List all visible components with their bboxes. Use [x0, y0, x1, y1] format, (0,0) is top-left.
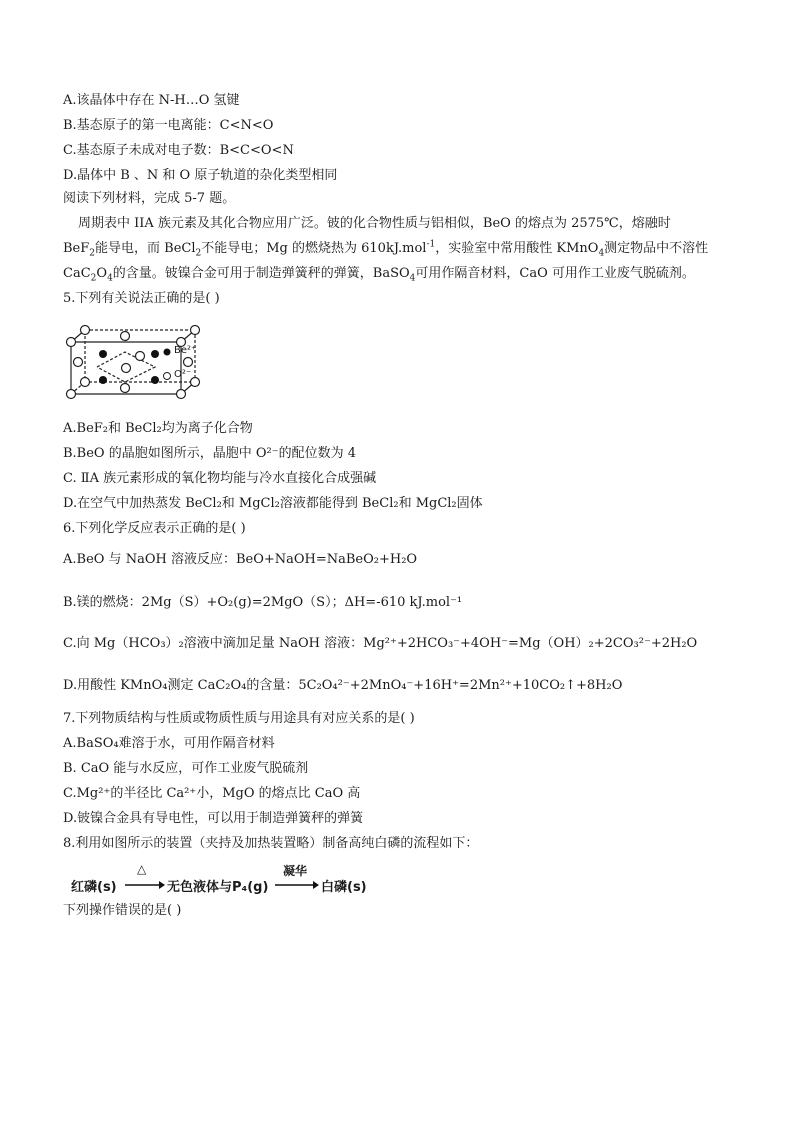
flow-middle: 无色液体与P₄(g): [167, 880, 269, 895]
q5-option-d: D.在空气中加热蒸发 BeCl₂和 MgCl₂溶液都能得到 BeCl₂和 MgCl₂固体: [63, 496, 483, 511]
passage-line-3: $CaC_2O_4$的含量。铍镍合金可用于制造弹簧秤的弹簧，BaSO$_4$可用作隔音材料，CaO 可用作工业废气脱硫剂。: [63, 266, 695, 284]
legend-be-label: Be²⁺: [174, 345, 197, 356]
passage-line-2: BeF$_2$能导电，而 BeCl$_2$不能导电；Mg 的燃烧热为 610kJ.mol$^{-1}$，实验室中常用酸性 KMnO$_4$测定物品中不溶性: [63, 239, 709, 259]
q5-option-a: A.BeF₂和 BeCl₂均为离子化合物: [63, 421, 253, 436]
q7-stem: 7.下列物质结构与性质或物质性质与用途具有对应关系的是( ): [63, 711, 415, 726]
q6-option-c: C.向 Mg（HCO₃）₂溶液中滴加足量 NaOH 溶液：Mg²⁺+2HCO₃⁻+4OH⁻=Mg（OH）₂+2CO₃²⁻+2H₂O: [63, 636, 698, 651]
q6-option-b: B.镁的燃烧：2Mg（S）+O₂(g)=2MgO（S）；ΔH=-610 kJ.mol⁻¹: [63, 595, 463, 610]
passage-line-1: 周期表中 IIA 族元素及其化合物应用广泛。铍的化合物性质与铝相似，BeO 的熔点为 2575℃，熔融时: [78, 216, 671, 231]
q7-option-b: B. CaO 能与水反应，可作工业废气脱硫剂: [63, 761, 309, 776]
beo-unit-cell-diagram: [63, 322, 213, 407]
q7-option-a: A.BaSO₄难溶于水，可用作隔音材料: [63, 736, 275, 751]
flow-condense-label: 凝华: [283, 864, 308, 878]
phosphorus-flow-diagram: [63, 862, 373, 898]
beo-unit-cell-figure: [63, 322, 213, 407]
flow-arrow-1: [125, 880, 165, 890]
passage-text: 不能导电；Mg 的燃烧热为 610kJ.mol: [201, 241, 427, 256]
passage-text: 的含量。铍镍合金可用于制造弹簧秤的弹簧，BaSO: [112, 266, 410, 281]
passage-text: 测定物品中不溶性: [604, 241, 709, 256]
q8-question: 下列操作错误的是( ): [63, 903, 182, 918]
passage-text: O: [96, 266, 108, 281]
q5-stem: 5.下列有关说法正确的是( ): [63, 291, 220, 306]
flow-arrow-2: [275, 880, 319, 890]
reading-intro: 阅读下列材料，完成 5-7 题。: [63, 191, 236, 206]
q4-option-c: C.基态原子未成对电子数：B<C<O<N: [63, 143, 294, 158]
q4-option-b: B.基态原子的第一电离能：C<N<O: [63, 118, 274, 133]
flow-end: 白磷(s): [321, 880, 367, 895]
q8-stem: 8.利用如图所示的装置（夹持及加热装置略）制备高纯白磷的流程如下：: [63, 836, 479, 851]
passage-text: CaC: [63, 266, 91, 281]
passage-text: BeF: [63, 241, 90, 256]
legend-o-label: O²⁻: [174, 369, 192, 380]
passage-text: 能导电，而 BeCl: [95, 241, 196, 256]
flow-heat-symbol: △: [137, 862, 147, 876]
passage-text: 可用作隔音材料，CaO 可用作工业废气脱硫剂。: [415, 266, 695, 281]
q5-option-b: B.BeO 的晶胞如图所示，晶胞中 O²⁻的配位数为 4: [63, 446, 356, 461]
q4-option-a: A.该晶体中存在 N-H…O 氢键: [63, 93, 240, 108]
q7-option-c: C.Mg²⁺的半径比 Ca²⁺小，MgO 的熔点比 CaO 高: [63, 786, 361, 801]
q5-option-c: C. ⅡA 族元素形成的氧化物均能与冷水直接化合成强碱: [63, 471, 377, 486]
q6-option-a: A.BeO 与 NaOH 溶液反应：BeO+NaOH=NaBeO₂+H₂O: [63, 552, 418, 567]
q4-option-d: D.晶体中 B 、N 和 O 原子轨道的杂化类型相同: [63, 168, 338, 183]
flow-start: 红磷(s): [71, 880, 117, 895]
q6-option-d: D.用酸性 KMnO₄测定 CaC₂O₄的含量：5C₂O₄²⁻+2MnO₄⁻+16H⁺=2Mn²⁺+10CO₂↑+8H₂O: [63, 678, 623, 693]
passage-text: ，实验室中常用酸性 KMnO: [435, 241, 599, 256]
q7-option-d: D.铍镍合金具有导电性，可以用于制造弹簧秤的弹簧: [63, 811, 364, 826]
q6-stem: 6.下列化学反应表示正确的是( ): [63, 521, 246, 536]
